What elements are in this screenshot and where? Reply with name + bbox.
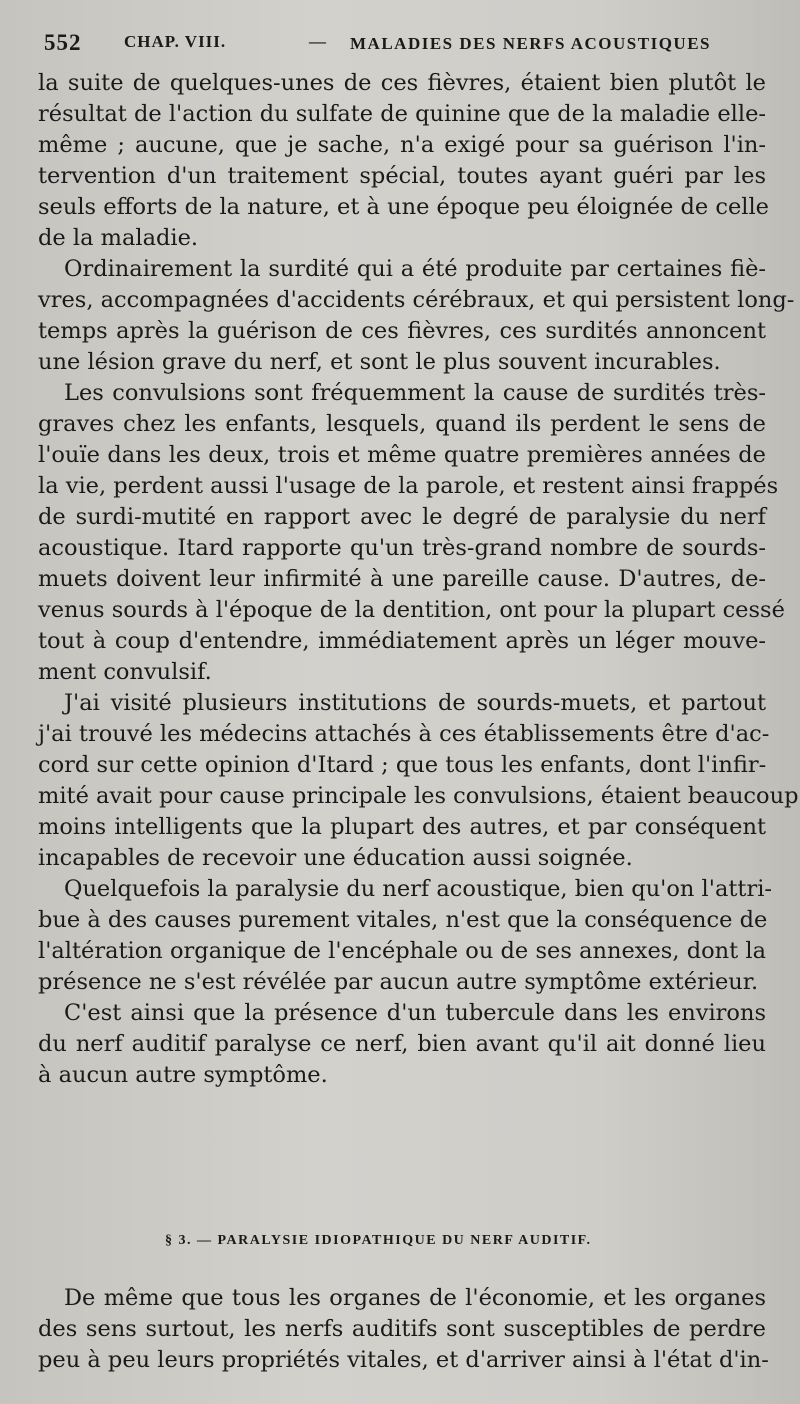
text-line: Les convulsions sont fréquemment la cause de surdités très- <box>64 380 766 406</box>
text-line: tout à coup d'entendre, immédiatement après un léger mouve- <box>38 628 766 654</box>
text-line: mité avait pour cause principale les convulsions, étaient beaucoup <box>38 783 799 809</box>
text-line: bue à des causes purement vitales, n'est que la conséquence de <box>38 907 768 933</box>
paragraph <box>38 998 766 1091</box>
text-line: l'ouïe dans les deux, trois et même quatre premières années de <box>38 442 766 468</box>
text-line: j'ai trouvé les médecins attachés à ces établissements être d'ac- <box>38 721 770 747</box>
text-line: De même que tous les organes de l'économie, et les organes <box>64 1285 766 1311</box>
text-line: résultat de l'action du sulfate de quinine que de la maladie elle- <box>38 101 766 127</box>
text-line: une lésion grave du nerf, et sont le plus souvent incurables. <box>38 349 721 375</box>
text-line: des sens surtout, les nerfs auditifs sont susceptibles de perdre <box>38 1316 766 1342</box>
text-line: du nerf auditif paralyse ce nerf, bien avant qu'il ait donné lieu <box>38 1031 766 1057</box>
chapter-title: MALADIES DES NERFS ACOUSTIQUES <box>350 34 711 53</box>
text-line: ment convulsif. <box>38 659 212 685</box>
text-line: la vie, perdent aussi l'usage de la parole, et restent ainsi frappés <box>38 473 779 499</box>
text-line: de la maladie. <box>38 225 199 251</box>
text-line: venus sourds à l'époque de la dentition, ont pour la plupart cessé <box>38 597 785 623</box>
main-text <box>38 68 799 1091</box>
text-line: acoustique. Itard rapporte qu'un très-grand nombre de sourds- <box>38 535 766 561</box>
running-header <box>44 30 724 62</box>
text-line: vres, accompagnées d'accidents cérébraux, et qui persistent long- <box>38 287 795 313</box>
text-line: incapables de recevoir une éducation aussi soignée. <box>38 845 633 871</box>
text-line: temps après la guérison de ces fièvres, ces surdités annoncent <box>38 318 766 344</box>
text-line: à aucun autre symptôme. <box>38 1062 328 1088</box>
text-line: moins intelligents que la plupart des autres, et par conséquent <box>38 814 766 840</box>
text-line: de surdi-mutité en rapport avec le degré de paralysie du nerf <box>38 504 766 530</box>
text-line: C'est ainsi que la présence d'un tubercule dans les environs <box>64 1000 766 1026</box>
text-line: peu à peu leurs propriétés vitales, et d'arriver ainsi à l'état d'in- <box>38 1347 769 1373</box>
text-line: Quelquefois la paralysie du nerf acoustique, bien qu'on l'attri- <box>64 876 772 902</box>
text-line: même ; aucune, que je sache, n'a exigé pour sa guérison l'in- <box>38 132 766 158</box>
paragraph <box>38 68 769 254</box>
text-line: J'ai visité plusieurs institutions de sourds-muets, et partout <box>64 690 766 716</box>
text-line: l'altération organique de l'encéphale ou de ses annexes, dont la <box>38 938 766 964</box>
paragraph <box>38 688 799 874</box>
paragraph <box>38 378 785 688</box>
page-number: 552 <box>44 30 82 55</box>
text-line: présence ne s'est révélée par aucun autre symptôme extérieur. <box>38 969 759 995</box>
text-line: Ordinairement la surdité qui a été produite par certaines fiè- <box>64 256 766 282</box>
text-line: cord sur cette opinion d'Itard ; que tous les enfants, dont l'infir- <box>38 752 767 778</box>
section-heading: § 3. — PARALYSIE IDIOPATHIQUE DU NERF AUDITIF. <box>165 1233 592 1248</box>
text-line: graves chez les enfants, lesquels, quand ils perdent le sens de <box>38 411 766 437</box>
chapter-label: CHAP. VIII. <box>124 32 227 51</box>
text-line: la suite de quelques-unes de ces fièvres, étaient bien plutôt le <box>38 70 766 96</box>
paragraph <box>38 254 795 378</box>
header-separator: — <box>309 32 327 51</box>
text-line: seuls efforts de la nature, et à une époque peu éloignée de celle <box>38 194 769 220</box>
section-text <box>38 1283 769 1376</box>
text-line: tervention d'un traitement spécial, toutes ayant guéri par les <box>38 163 766 189</box>
paragraph <box>38 874 772 998</box>
text-line: muets doivent leur infirmité à une pareille cause. D'autres, de- <box>38 566 766 592</box>
